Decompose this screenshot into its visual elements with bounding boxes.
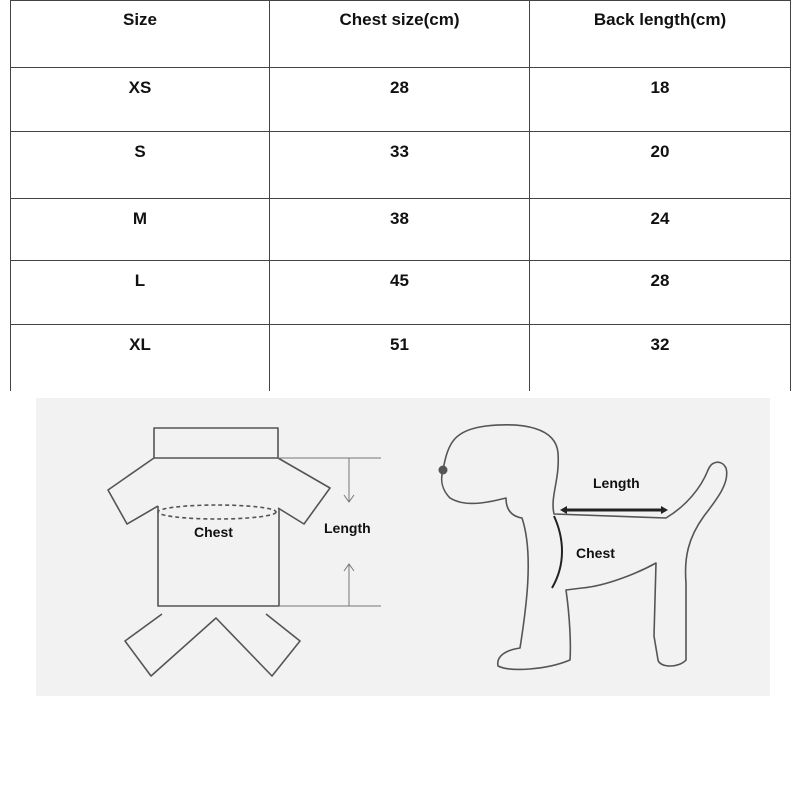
table-header-row xyxy=(11,1,791,68)
cell-chest: 28 xyxy=(270,68,530,132)
cell-back-length: 32 xyxy=(530,325,791,391)
dog-chest-line xyxy=(552,516,562,588)
cell-size: S xyxy=(11,132,270,199)
header-back-length: Back length(cm) xyxy=(530,1,791,68)
garment-right-sleeve xyxy=(278,458,330,524)
arrow-right-icon xyxy=(661,506,668,514)
dog-length-label: Length xyxy=(593,475,640,491)
dog-nose xyxy=(439,466,448,475)
table-row xyxy=(11,261,791,325)
measurement-diagram xyxy=(36,398,770,696)
table-row xyxy=(11,68,791,132)
cell-chest: 33 xyxy=(270,132,530,199)
dog-chest-label: Chest xyxy=(576,545,615,561)
table-row xyxy=(11,132,791,199)
chest-dashed-line xyxy=(158,505,276,519)
garment-body xyxy=(158,506,279,606)
garment-chest-label: Chest xyxy=(194,524,233,540)
garment-left-sleeve xyxy=(108,458,158,524)
measurement-illustration xyxy=(36,398,770,696)
cell-chest: 51 xyxy=(270,325,530,391)
cell-size: M xyxy=(11,199,270,261)
garment-collar xyxy=(154,428,278,458)
cell-back-length: 20 xyxy=(530,132,791,199)
cell-back-length: 24 xyxy=(530,199,791,261)
table-row xyxy=(11,199,791,261)
garment-outline xyxy=(108,428,330,676)
cell-back-length: 18 xyxy=(530,68,791,132)
size-chart-table xyxy=(10,0,791,391)
table-row xyxy=(11,325,791,391)
arrow-left-icon xyxy=(560,506,567,514)
garment-length-label: Length xyxy=(324,520,371,536)
cell-size: XL xyxy=(11,325,270,391)
cell-size: L xyxy=(11,261,270,325)
cell-chest: 38 xyxy=(270,199,530,261)
garment-legs xyxy=(125,614,300,676)
cell-size: XS xyxy=(11,68,270,132)
cell-chest: 45 xyxy=(270,261,530,325)
header-size: Size xyxy=(11,1,270,68)
cell-back-length: 28 xyxy=(530,261,791,325)
header-chest: Chest size(cm) xyxy=(270,1,530,68)
